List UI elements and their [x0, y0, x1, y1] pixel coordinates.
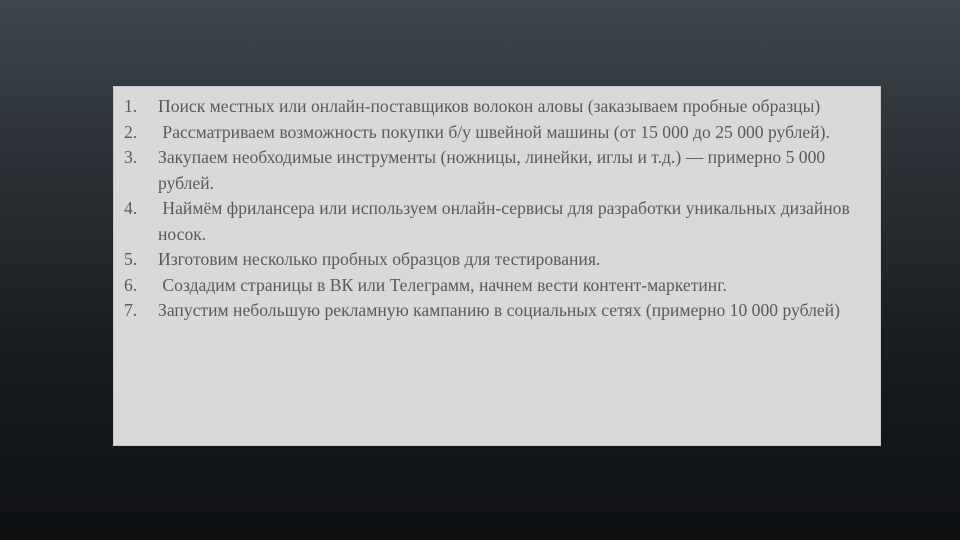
step-number: 1. [124, 96, 138, 116]
step-text: Создадим страницы в ВК или Телеграмм, начнем вести контент-маркетинг. [158, 274, 727, 295]
steps-list [124, 94, 868, 324]
step-number: 3. [124, 147, 138, 167]
step-text: Поиск местных или онлайн-поставщиков волокон аловы (заказываем пробные образцы) [158, 96, 821, 116]
step-number: 4. [124, 198, 138, 218]
step-item-5 [124, 247, 868, 273]
step-text: Запустим небольшую рекламную кампанию в социальных сетях (примерно 10 000 рублей) [158, 300, 840, 320]
step-item-4 [124, 196, 868, 247]
step-number: 2. [124, 121, 138, 142]
step-item-3 [124, 145, 868, 196]
step-number: 7. [124, 300, 138, 320]
step-item-1 [124, 94, 868, 120]
step-text: Закупаем необходимые инструменты (ножницы, линейки, иглы и т.д.) — примерно 5 000 рублей. [158, 147, 830, 193]
step-item-6 [124, 273, 868, 299]
step-item-7 [124, 298, 868, 324]
step-text: Рассматриваем возможность покупки б/у швейной машины (от 15 000 до 25 000 рублей). [158, 121, 830, 142]
step-text: Изготовим несколько пробных образцов для тестирования. [158, 249, 601, 269]
step-number: 6. [124, 274, 138, 295]
step-item-2 [124, 120, 868, 146]
step-number: 5. [124, 249, 138, 269]
step-text: Наймём фрилансера или используем онлайн-сервисы для разработки уникальных дизайнов носок. [158, 198, 855, 244]
steps-text-box[interactable] [113, 86, 881, 446]
